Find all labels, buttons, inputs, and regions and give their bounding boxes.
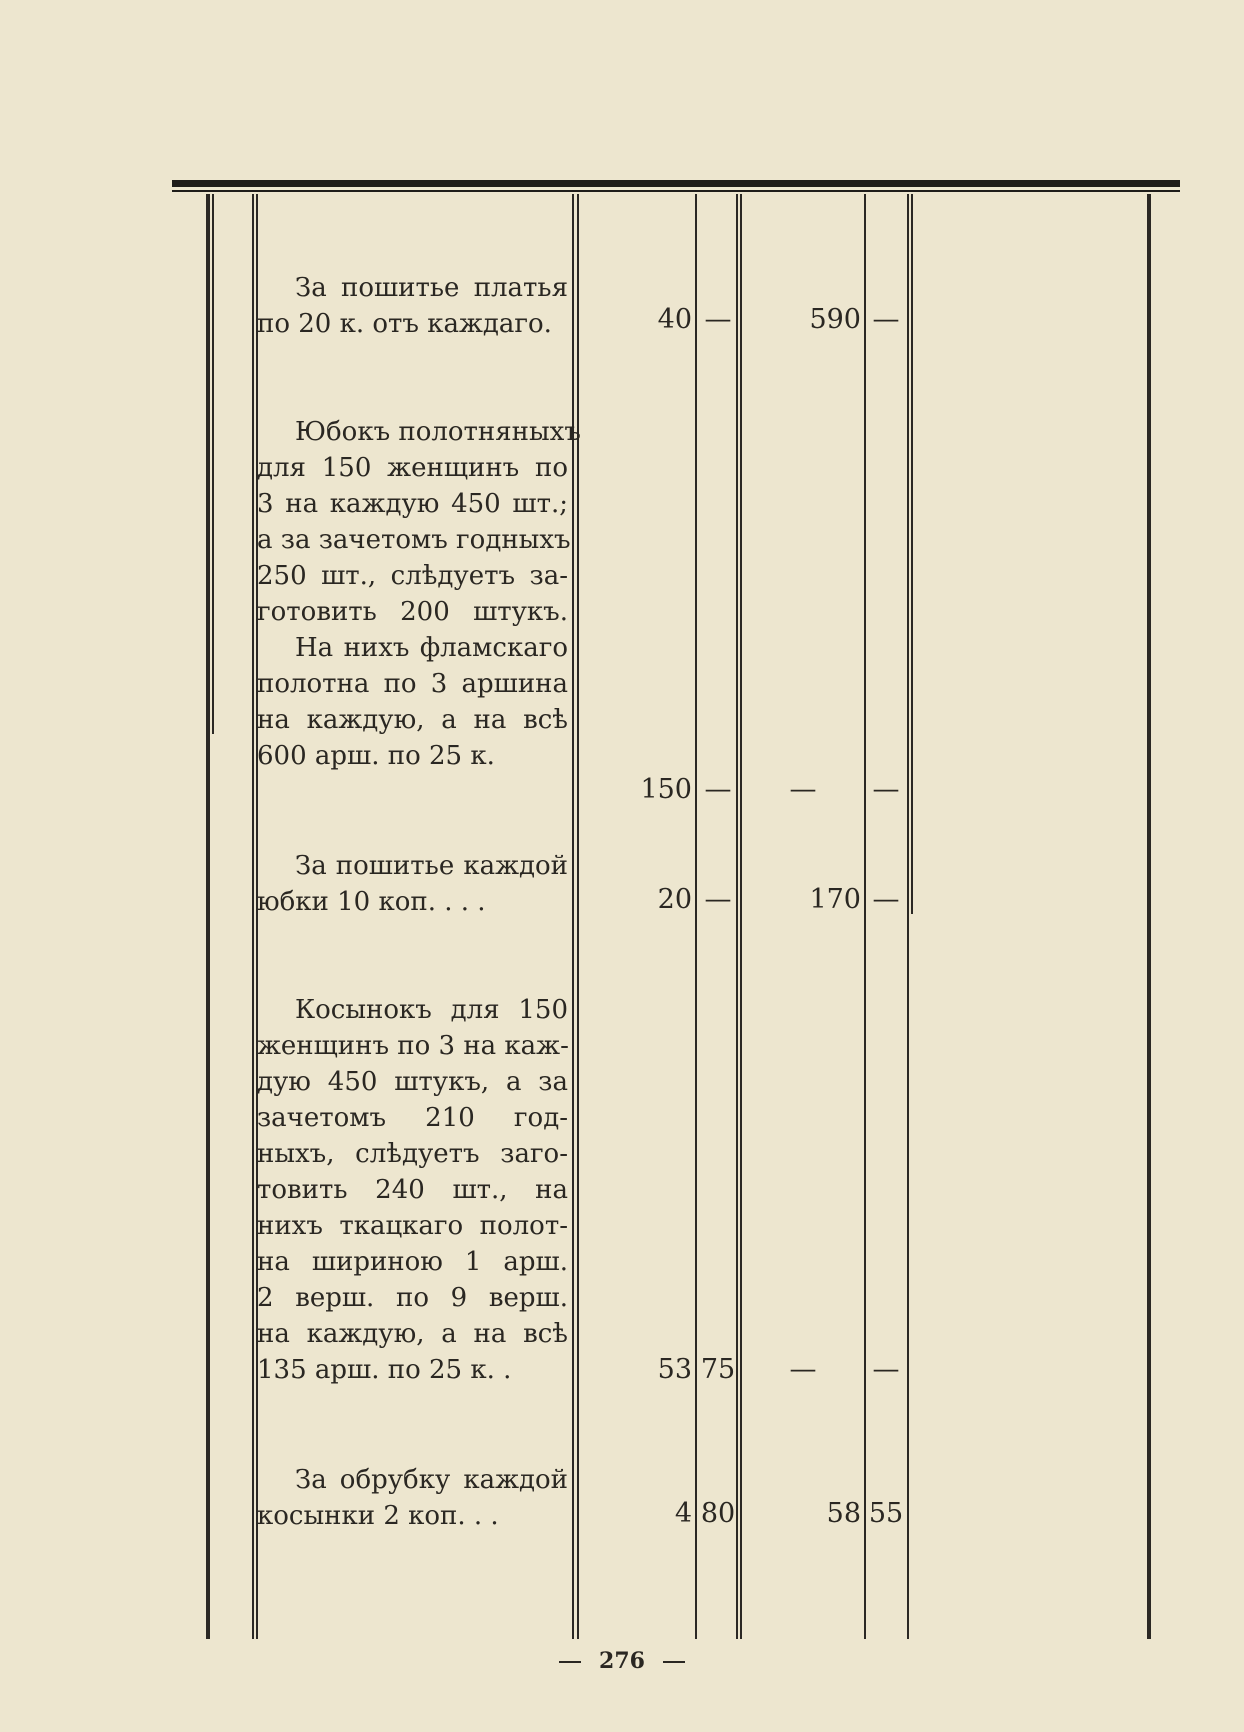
amount-col2-kopecks: 55 (868, 1498, 904, 1529)
column-line (252, 194, 254, 1639)
entry-description (257, 1462, 568, 1534)
column-line (572, 194, 574, 1639)
entry-line: для 150 женщинъ по (257, 453, 568, 483)
entry-line: на каждую, а на всѣ (257, 705, 568, 735)
entry-line: 600 арш. по 25 к. (257, 741, 495, 771)
page-number (0, 1648, 1244, 1674)
entry-line: За пошитье платья (295, 273, 568, 303)
amount-col1-kopecks: 75 (700, 1354, 736, 1385)
amount-col2-rubles: — (789, 774, 817, 805)
column-line (864, 194, 866, 1639)
column-line (212, 194, 214, 734)
entry-line: 3 на каждую 450 шт.; (257, 489, 568, 519)
entry-line: 135 арш. по 25 к. . (257, 1355, 512, 1385)
entry-line: 2 верш. по 9 верш. (257, 1283, 568, 1313)
amount-col1-rubles: 4 (674, 1498, 692, 1529)
column-line (911, 194, 913, 914)
amount-col2-rubles: 170 (809, 884, 861, 915)
page-number-dash (559, 1661, 581, 1663)
amount-col1-kopecks: — (704, 304, 732, 335)
entry-line: юбки 10 коп. . . . (257, 887, 486, 917)
column-line (736, 194, 738, 1639)
entry-description (257, 414, 581, 774)
column-line (695, 194, 697, 1639)
amount-col2-kopecks: — (872, 1354, 900, 1385)
amount-col1-kopecks: 80 (700, 1498, 736, 1529)
amount-col2-rubles: — (789, 1354, 817, 1385)
amount-col2-kopecks: — (872, 884, 900, 915)
amount-col2-rubles: 590 (809, 304, 861, 335)
entry-line: нихъ ткацкаго полот- (257, 1211, 568, 1241)
entry-line: 250 шт., слѣдуетъ за- (257, 561, 568, 591)
entry-description (257, 270, 568, 342)
amount-col1-rubles: 53 (657, 1354, 692, 1385)
entry-line: товить 240 шт., на (257, 1175, 568, 1205)
amount-col1-rubles: 150 (640, 774, 692, 805)
entry-line: Юбокъ полотняныхъ (295, 417, 581, 447)
entry-description (257, 848, 568, 920)
entry-line: зачетомъ 210 год- (257, 1103, 568, 1133)
entry-line: готовить 200 штукъ. (257, 597, 568, 627)
entry-line: на каждую, а на всѣ (257, 1319, 568, 1349)
top-rule-thin (172, 190, 1180, 192)
column-line (577, 194, 579, 1639)
entry-description (257, 992, 568, 1388)
amount-col1-kopecks: — (704, 884, 732, 915)
amount-col2-rubles: 58 (826, 1498, 861, 1529)
entry-line: женщинъ по 3 на каж- (257, 1031, 569, 1061)
amount-col1-kopecks: — (704, 774, 732, 805)
column-line (206, 194, 210, 1639)
amount-col2-kopecks: — (872, 304, 900, 335)
amount-col1-rubles: 20 (657, 884, 692, 915)
entry-line: ныхъ, слѣдуетъ заго- (257, 1139, 568, 1169)
entry-line: косынки 2 коп. . . (257, 1501, 499, 1531)
entry-line: За обрубку каждой (295, 1465, 568, 1495)
top-rule (172, 180, 1180, 187)
column-line (907, 194, 909, 1639)
column-line (740, 194, 742, 1639)
amount-col2-kopecks: — (872, 774, 900, 805)
entry-line: по 20 к. отъ каждаго. (257, 309, 552, 339)
entry-line: За пошитье каждой (295, 851, 568, 881)
entry-line: на шириною 1 арш. (257, 1247, 568, 1277)
entry-line: а за зачетомъ годныхъ (257, 525, 571, 555)
entry-line: Косынокъ для 150 (295, 995, 568, 1025)
column-line (1147, 194, 1151, 1639)
entry-line: полотна по 3 аршина (257, 669, 568, 699)
page-number-dash (663, 1661, 685, 1663)
page-number-text: 276 (599, 1648, 645, 1674)
amount-col1-rubles: 40 (657, 304, 692, 335)
entry-line: На нихъ фламскаго (295, 633, 568, 663)
entry-line: дую 450 штукъ, а за (257, 1067, 568, 1097)
